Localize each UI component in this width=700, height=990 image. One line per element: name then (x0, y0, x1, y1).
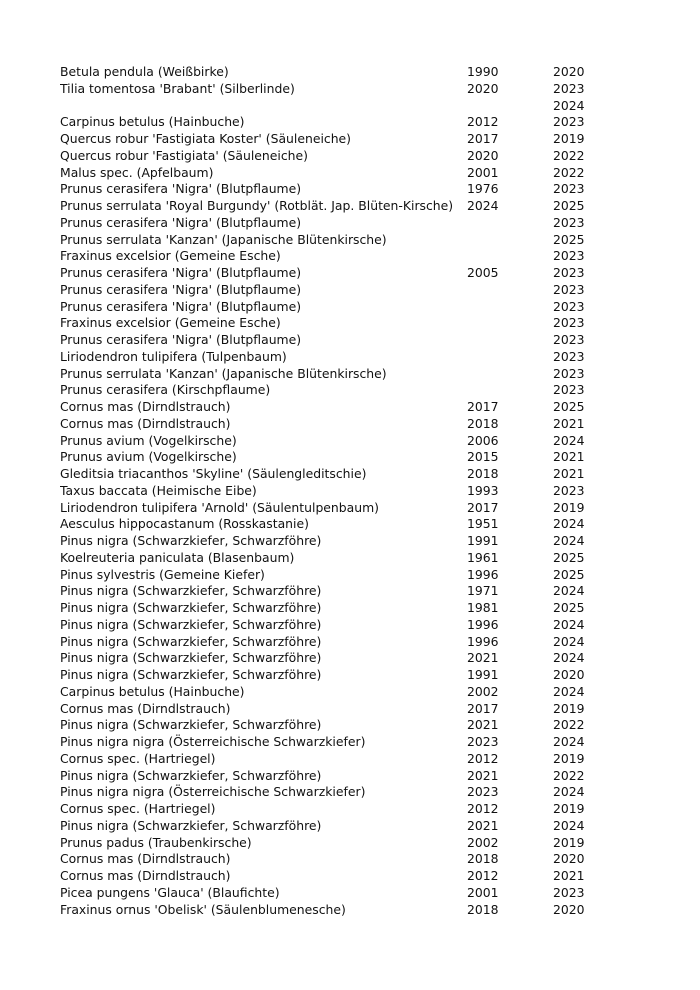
year-second-cell: 2021 (553, 415, 585, 431)
table-row (60, 232, 620, 249)
tree-name-cell: Prunus cerasifera 'Nigra' (Blutpflaume) (60, 265, 302, 280)
year-first-cell: 1976 (467, 181, 499, 197)
table-row (60, 667, 620, 684)
year-second-cell: 2025 (553, 231, 585, 247)
tree-name-cell: Malus spec. (Apfelbaum) (60, 164, 214, 180)
tree-name-cell: Cornus mas (Dirndlstrauch) (60, 851, 231, 867)
year-first-cell: 2002 (467, 834, 499, 850)
table-row (60, 148, 620, 165)
table-row (60, 784, 620, 801)
year-second-cell: 2020 (553, 667, 585, 682)
tree-name-cell: Cornus mas (Dirndlstrauch) (60, 868, 231, 883)
table-row (60, 868, 620, 885)
year-second-cell: 2019 (553, 499, 585, 515)
tree-name-cell: Pinus nigra (Schwarzkiefer, Schwarzföhre) (60, 616, 322, 632)
year-first-cell: 2018 (467, 415, 499, 431)
year-second-cell: 2024 (553, 633, 585, 649)
year-second-cell: 2021 (553, 466, 585, 481)
year-first-cell: 2012 (467, 114, 499, 130)
table-row (60, 416, 620, 433)
tree-name-cell: Cornus spec. (Hartriegel) (60, 801, 216, 816)
tree-name-cell: Liriodendron tulipifera 'Arnold' (Säulentulpenbaum) (60, 499, 379, 515)
tree-name-cell: Pinus nigra (Schwarzkiefer, Schwarzföhre) (60, 533, 322, 548)
table-row (60, 701, 620, 718)
table-row (60, 215, 620, 232)
year-second-cell: 2024 (553, 97, 585, 113)
table-row (60, 265, 620, 282)
year-first-cell: 2020 (467, 147, 499, 163)
table-row (60, 449, 620, 466)
year-second-cell: 2023 (553, 332, 585, 347)
year-second-cell: 2020 (553, 901, 585, 917)
tree-name-cell: Pinus nigra (Schwarzkiefer, Schwarzföhre) (60, 717, 322, 733)
table-row (60, 181, 620, 198)
table-row (60, 315, 620, 332)
year-first-cell: 1993 (467, 482, 499, 498)
year-second-cell: 2023 (553, 114, 585, 130)
table-row (60, 600, 620, 617)
table-row (60, 382, 620, 399)
year-second-cell: 2020 (553, 64, 585, 79)
year-first-cell: 2012 (467, 801, 499, 816)
tree-name-cell: Quercus robur 'Fastigiata Koster' (Säuleneiche) (60, 131, 352, 146)
year-first-cell: 2024 (467, 198, 499, 213)
tree-name-cell (60, 98, 467, 115)
table-row (60, 902, 620, 919)
year-first-cell: 2021 (467, 717, 499, 733)
year-first-cell: 1990 (467, 64, 499, 79)
table-row (60, 634, 620, 651)
tree-name-cell: Prunus avium (Vogelkirsche) (60, 432, 237, 448)
year-second-cell: 2021 (553, 868, 585, 883)
tree-name-cell: Quercus robur 'Fastigiata' (Säuleneiche) (60, 147, 308, 163)
table-row (60, 399, 620, 416)
year-second-cell: 2022 (553, 164, 585, 180)
year-first-cell (467, 382, 553, 399)
tree-name-cell: Pinus nigra (Schwarzkiefer, Schwarzföhre) (60, 633, 322, 649)
tree-name-cell: Picea pungens 'Glauca' (Blaufichte) (60, 884, 280, 900)
table-row (60, 516, 620, 533)
year-first-cell: 2001 (467, 884, 499, 900)
table-row (60, 299, 620, 316)
table-row (60, 818, 620, 835)
tree-list-table (60, 64, 620, 918)
year-second-cell: 2024 (553, 533, 585, 548)
table-row (60, 684, 620, 701)
tree-name-cell: Prunus serrulata 'Kanzan' (Japanische Blütenkirsche) (60, 365, 387, 381)
year-first-cell: 1951 (467, 516, 499, 532)
table-row (60, 332, 620, 349)
tree-name-cell: Prunus padus (Traubenkirsche) (60, 834, 252, 850)
tree-name-cell: Prunus cerasifera 'Nigra' (Blutpflaume) (60, 214, 302, 230)
year-second-cell: 2023 (553, 80, 585, 96)
year-first-cell (467, 215, 553, 232)
year-second-cell: 2024 (553, 616, 585, 632)
year-first-cell: 1961 (467, 549, 499, 565)
tree-name-cell: Prunus cerasifera 'Nigra' (Blutpflaume) (60, 332, 302, 347)
year-first-cell (467, 332, 553, 349)
table-row (60, 366, 620, 383)
year-first-cell: 1996 (467, 616, 499, 632)
table-row (60, 500, 620, 517)
year-first-cell: 2005 (467, 265, 499, 280)
tree-name-cell: Prunus cerasifera 'Nigra' (Blutpflaume) (60, 281, 302, 297)
year-first-cell (467, 349, 553, 366)
tree-name-cell: Prunus serrulata 'Kanzan' (Japanische Blütenkirsche) (60, 231, 387, 247)
tree-name-cell: Pinus nigra (Schwarzkiefer, Schwarzföhre) (60, 767, 322, 783)
year-second-cell: 2023 (553, 382, 585, 398)
tree-name-cell: Betula pendula (Weißbirke) (60, 64, 229, 79)
tree-name-cell: Liriodendron tulipifera (Tulpenbaum) (60, 348, 287, 364)
table-row (60, 885, 620, 902)
tree-name-cell: Pinus nigra nigra (Österreichische Schwarzkiefer) (60, 734, 366, 749)
tree-name-cell: Pinus nigra (Schwarzkiefer, Schwarzföhre) (60, 817, 322, 833)
tree-name-cell: Prunus cerasifera (Kirschpflaume) (60, 382, 271, 398)
tree-name-cell: Pinus nigra (Schwarzkiefer, Schwarzföhre) (60, 667, 322, 682)
table-row (60, 801, 620, 818)
year-first-cell (467, 282, 553, 299)
table-row (60, 835, 620, 852)
year-first-cell: 2023 (467, 784, 499, 800)
year-second-cell: 2023 (553, 482, 585, 498)
year-first-cell: 1971 (467, 583, 499, 599)
year-first-cell: 2012 (467, 750, 499, 766)
table-row (60, 282, 620, 299)
year-second-cell: 2019 (553, 801, 585, 816)
year-first-cell: 2017 (467, 700, 499, 716)
year-second-cell: 2023 (553, 181, 585, 197)
tree-name-cell: Fraxinus ornus 'Obelisk' (Säulenblumenesche) (60, 901, 346, 917)
year-first-cell (467, 366, 553, 383)
year-second-cell: 2025 (553, 399, 585, 414)
year-second-cell: 2019 (553, 700, 585, 716)
year-second-cell: 2024 (553, 516, 585, 532)
year-first-cell: 2018 (467, 466, 499, 481)
tree-name-cell: Pinus sylvestris (Gemeine Kiefer) (60, 566, 265, 582)
table-row (60, 483, 620, 500)
table-row (60, 583, 620, 600)
year-second-cell: 2023 (553, 248, 585, 264)
tree-name-cell: Taxus baccata (Heimische Eibe) (60, 482, 257, 498)
year-second-cell: 2023 (553, 298, 585, 314)
table-row (60, 650, 620, 667)
year-first-cell: 2018 (467, 851, 499, 867)
table-row (60, 248, 620, 265)
year-second-cell: 2023 (553, 884, 585, 900)
year-second-cell: 2024 (553, 432, 585, 448)
year-first-cell: 2015 (467, 449, 499, 465)
table-row (60, 433, 620, 450)
year-second-cell: 2024 (553, 734, 585, 749)
tree-name-cell: Fraxinus excelsior (Gemeine Esche) (60, 315, 281, 331)
year-first-cell: 2023 (467, 734, 499, 749)
tree-name-cell: Carpinus betulus (Hainbuche) (60, 683, 245, 699)
table-row (60, 349, 620, 366)
table-row (60, 64, 620, 81)
year-second-cell: 2024 (553, 650, 585, 666)
tree-name-cell: Pinus nigra (Schwarzkiefer, Schwarzföhre) (60, 650, 322, 666)
year-second-cell: 2024 (553, 583, 585, 599)
tree-name-cell: Pinus nigra nigra (Österreichische Schwarzkiefer) (60, 784, 366, 800)
year-first-cell: 2021 (467, 767, 499, 783)
year-second-cell: 2025 (553, 549, 585, 565)
year-first-cell: 2018 (467, 901, 499, 917)
table-row (60, 550, 620, 567)
table-row (60, 466, 620, 483)
year-second-cell: 2023 (553, 281, 585, 297)
tree-name-cell: Cornus spec. (Hartriegel) (60, 750, 216, 766)
year-first-cell: 2017 (467, 131, 499, 146)
year-first-cell: 2012 (467, 868, 499, 883)
table-row (60, 734, 620, 751)
table-row (60, 768, 620, 785)
year-second-cell: 2024 (553, 683, 585, 699)
year-first-cell: 1996 (467, 566, 499, 582)
table-row (60, 567, 620, 584)
year-second-cell: 2020 (553, 851, 585, 867)
year-second-cell: 2021 (553, 449, 585, 465)
year-second-cell: 2022 (553, 717, 585, 733)
year-first-cell (467, 232, 553, 249)
table-row (60, 198, 620, 215)
table-row (60, 114, 620, 131)
year-first-cell: 2021 (467, 817, 499, 833)
year-first-cell: 1981 (467, 600, 499, 615)
tree-name-cell: Prunus avium (Vogelkirsche) (60, 449, 237, 465)
table-row (60, 131, 620, 148)
year-first-cell (467, 299, 553, 316)
year-first-cell: 2006 (467, 432, 499, 448)
tree-name-cell: Prunus cerasifera 'Nigra' (Blutpflaume) (60, 181, 302, 197)
year-second-cell: 2022 (553, 147, 585, 163)
tree-list-body (60, 64, 620, 918)
tree-name-cell: Prunus serrulata 'Royal Burgundy' (Rotblät. Jap. Blüten-Kirsche) (60, 198, 454, 213)
year-second-cell: 2022 (553, 767, 585, 783)
table-row (60, 751, 620, 768)
year-first-cell: 2020 (467, 80, 499, 96)
table-row (60, 81, 620, 98)
year-first-cell: 2017 (467, 399, 499, 414)
tree-name-cell: Aesculus hippocastanum (Rosskastanie) (60, 516, 309, 532)
tree-name-cell: Cornus mas (Dirndlstrauch) (60, 700, 231, 716)
year-second-cell: 2024 (553, 784, 585, 800)
tree-name-cell: Koelreuteria paniculata (Blasenbaum) (60, 549, 295, 565)
year-first-cell: 2021 (467, 650, 499, 666)
table-row (60, 165, 620, 182)
year-first-cell (467, 98, 553, 115)
table-row (60, 533, 620, 550)
tree-name-cell: Fraxinus excelsior (Gemeine Esche) (60, 248, 281, 264)
year-first-cell (467, 248, 553, 265)
year-first-cell (467, 315, 553, 332)
year-first-cell: 2002 (467, 683, 499, 699)
year-second-cell: 2019 (553, 750, 585, 766)
year-first-cell: 1991 (467, 533, 499, 548)
year-second-cell: 2025 (553, 566, 585, 582)
tree-name-cell: Cornus mas (Dirndlstrauch) (60, 399, 231, 414)
year-second-cell: 2023 (553, 315, 585, 331)
tree-name-cell: Carpinus betulus (Hainbuche) (60, 114, 245, 130)
year-second-cell: 2024 (553, 817, 585, 833)
year-first-cell: 1991 (467, 667, 499, 682)
year-second-cell: 2023 (553, 365, 585, 381)
tree-name-cell: Pinus nigra (Schwarzkiefer, Schwarzföhre) (60, 583, 322, 599)
year-first-cell: 1996 (467, 633, 499, 649)
table-row (60, 617, 620, 634)
tree-name-cell: Pinus nigra (Schwarzkiefer, Schwarzföhre) (60, 600, 322, 615)
tree-name-cell: Tilia tomentosa 'Brabant' (Silberlinde) (60, 80, 295, 96)
year-second-cell: 2025 (553, 198, 585, 213)
tree-name-cell: Gleditsia triacanthos 'Skyline' (Säulengleditschie) (60, 466, 367, 481)
year-second-cell: 2025 (553, 600, 585, 615)
year-first-cell: 2017 (467, 499, 499, 515)
year-second-cell: 2023 (553, 348, 585, 364)
tree-name-cell: Prunus cerasifera 'Nigra' (Blutpflaume) (60, 298, 302, 314)
tree-name-cell: Cornus mas (Dirndlstrauch) (60, 415, 231, 431)
year-second-cell: 2019 (553, 131, 585, 146)
year-second-cell: 2019 (553, 834, 585, 850)
year-first-cell: 2001 (467, 164, 499, 180)
year-second-cell: 2023 (553, 265, 585, 280)
table-row (60, 717, 620, 734)
table-row (60, 98, 620, 115)
table-row (60, 851, 620, 868)
year-second-cell: 2023 (553, 214, 585, 230)
